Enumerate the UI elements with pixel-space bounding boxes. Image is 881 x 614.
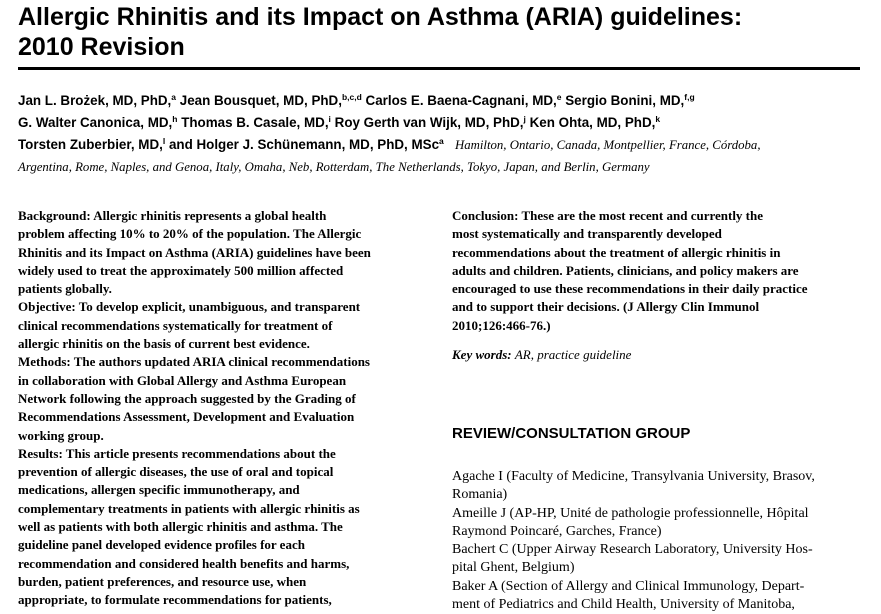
- conclusion-line: encouraged to use these recommendations in their daily practice: [452, 281, 808, 297]
- conclusion-line: Conclusion: These are the most recent and currently the: [452, 208, 764, 223]
- article-title: [18, 2, 868, 62]
- author-affiliation-mark: h: [172, 114, 178, 124]
- author-name: Torsten Zuberbier, MD,: [18, 137, 163, 152]
- author-affiliation-mark: f,g: [684, 92, 695, 102]
- review-member-line: Bachert C (Upper Airway Research Laboratory, University Hos-: [452, 542, 813, 558]
- author-name: G. Walter Canonica, MD,: [18, 115, 173, 130]
- conclusion-line: most systematically and transparently developed: [452, 226, 722, 242]
- keywords: [452, 347, 631, 363]
- abstract-line: Background: Allergic rhinitis represents a global health: [18, 208, 327, 223]
- author-affiliation-mark: l: [162, 136, 166, 146]
- abstract-line: problem affecting 10% to 20% of the population. The Allergic: [18, 226, 362, 242]
- abstract-line: working group.: [18, 427, 104, 443]
- abstract-line: medications, allergen specific immunotherapy, and: [18, 482, 300, 498]
- review-member-line: ment of Pediatrics and Child Health, University of Manitoba,: [452, 597, 795, 613]
- abstract-line: Objective: To develop explicit, unambiguous, and transparent: [18, 299, 361, 315]
- review-member-line: Ameille J (AP-HP, Unité de pathologie professionnelle, Hôpital: [452, 505, 809, 521]
- abstract-line: Results: This article presents recommendations about the: [18, 445, 336, 461]
- abstract-line: widely used to treat the approximately 500 million affected: [18, 262, 344, 278]
- author-name: Jan L. Brożek, MD, PhD,: [18, 93, 172, 108]
- conclusion-line: adults and children. Patients, clinicians, and policy makers are: [452, 262, 799, 278]
- title-divider: [18, 67, 860, 70]
- author-affiliation-mark: k: [655, 114, 661, 124]
- author-block: [18, 90, 868, 178]
- title-line-1: Allergic Rhinitis and its Impact on Asthma (ARIA) guidelines:: [18, 3, 743, 31]
- author-affiliation-mark: b,c,d: [341, 92, 362, 102]
- author-name: Thomas B. Casale, MD,: [181, 115, 329, 130]
- abstract-line: prevention of allergic diseases, the use of oral and topical: [18, 464, 334, 480]
- author-affiliation-mark: e: [556, 92, 562, 102]
- abstract-line: Network following the approach suggested by the Grading of: [18, 390, 356, 406]
- abstract-line: patients globally.: [18, 281, 112, 297]
- abstract-line: in collaboration with Global Allergy and Asthma European: [18, 372, 347, 388]
- author-line-2: [18, 112, 868, 134]
- abstract-line: well as patients with both allergic rhinitis and asthma. The: [18, 519, 343, 535]
- keywords-label: Key words:: [452, 347, 512, 362]
- abstract-line: appropriate, to formulate recommendations for patients,: [18, 592, 332, 608]
- keywords-value: AR, practice guideline: [514, 347, 632, 362]
- abstract-line: Recommendations Assessment, Development and Evaluation: [18, 409, 355, 425]
- author-line-3: [18, 134, 868, 156]
- author-affiliation-mark: i: [328, 114, 331, 124]
- author-affiliation-mark: j: [523, 114, 526, 124]
- conclusion-line: 2010;126:466-76.): [452, 317, 551, 333]
- author-name: Carlos E. Baena-Cagnani, MD,: [365, 93, 557, 108]
- review-member-line: Agache I (Faculty of Medicine, Transylvania University, Brasov,: [452, 469, 815, 484]
- abstract-line: allergic rhinitis on the basis of current best evidence.: [18, 336, 310, 352]
- review-group-list: [452, 468, 864, 614]
- abstract-line: Methods: The authors updated ARIA clinical recommendations: [18, 354, 370, 370]
- author-name: Sergio Bonini, MD,: [565, 93, 685, 108]
- abstract-line: recommendation and considered health benefits and harms,: [18, 555, 350, 571]
- abstract-line: Rhinitis and its Impact on Asthma (ARIA) guidelines have been: [18, 244, 371, 260]
- title-line-2: 2010 Revision: [18, 33, 185, 61]
- review-member-line: Raymond Poincaré, Garches, France): [452, 523, 662, 539]
- abstract-line: guideline panel developed evidence profiles for each: [18, 537, 305, 553]
- author-name: and Holger J. Schünemann, MD, PhD, MSc: [168, 137, 440, 152]
- author-name: Roy Gerth van Wijk, MD, PhD,: [334, 115, 524, 130]
- review-member-line: Romania): [452, 487, 508, 503]
- author-name: Ken Ohta, MD, PhD,: [529, 115, 656, 130]
- affiliation-text: Hamilton, Ontario, Canada, Montpellier, France, Córdoba,: [454, 138, 761, 152]
- review-member-line: Baker A (Section of Allergy and Clinical Immunology, Depart-: [452, 578, 805, 594]
- review-member-line: pital Ghent, Belgium): [452, 560, 575, 576]
- abstract-line: burden, patient preferences, and resource use, when: [18, 573, 307, 589]
- author-affiliation-mark: a: [439, 136, 444, 146]
- abstract-line: clinical recommendations systematically for treatment of: [18, 317, 333, 333]
- affiliation-line-2: Argentina, Rome, Naples, and Genoa, Italy, Omaha, Neb, Rotterdam, The Netherlands, Tokyo, Japan, and Berlin, Germany: [18, 160, 650, 174]
- author-affiliation-mark: a: [171, 92, 177, 102]
- conclusion-paragraph: [452, 207, 864, 335]
- abstract-column: [18, 207, 433, 610]
- author-name: Jean Bousquet, MD, PhD,: [179, 93, 342, 108]
- conclusion-line: recommendations about the treatment of allergic rhinitis in: [452, 244, 781, 260]
- abstract-line: complementary treatments in patients with allergic rhinitis as: [18, 500, 360, 516]
- section-heading: REVIEW/CONSULTATION GROUP: [452, 425, 691, 442]
- author-line-1: [18, 90, 868, 112]
- conclusion-line: and to support their decisions. (J Allergy Clin Immunol: [452, 299, 760, 315]
